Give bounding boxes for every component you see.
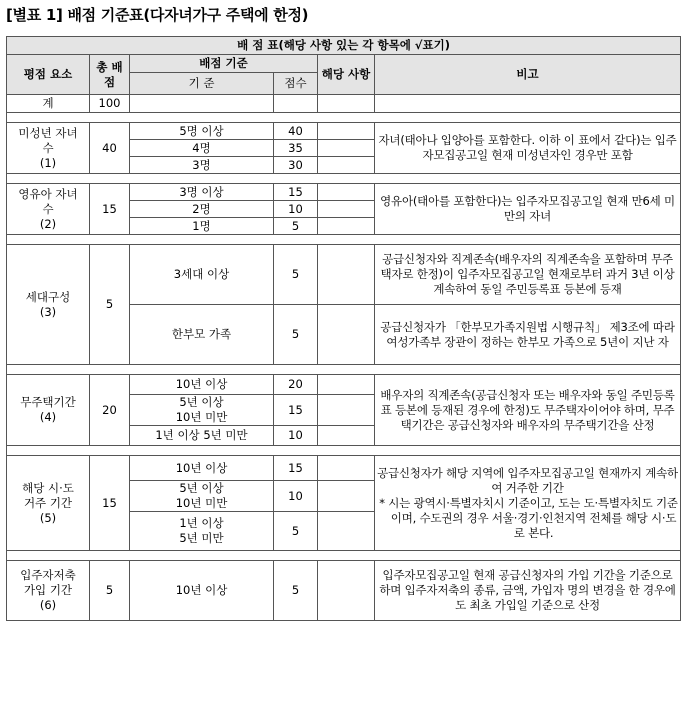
applicable-checkbox[interactable] [318,561,375,621]
score-table [6,36,681,621]
criteria-score: 15 [274,184,318,201]
gap-cell [7,365,681,375]
criteria-score: 5 [274,561,318,621]
element-name-line: 해당 시·도 [22,480,74,495]
applicable-checkbox[interactable] [318,140,375,157]
total-score: 5 [90,245,130,365]
applicable-checkbox[interactable] [318,184,375,201]
header-criteria: 배점 기준 [130,55,318,73]
criteria-standard: 4명 [130,140,274,157]
element-name [7,123,90,174]
header-total: 총 배점 [90,55,130,95]
criteria-line: 5년 이상 [179,395,224,409]
criteria-line: 10년 미만 [175,496,228,510]
document-title: [별표 1] 배점 기준표(다자녀가구 주택에 한정) [6,6,309,24]
applicable-checkbox[interactable] [318,305,375,365]
gap-cell [7,235,681,245]
element-name-line: (3) [39,304,57,319]
total-score [274,95,318,113]
criteria-standard: 3명 이상 [130,184,274,201]
remark [375,184,681,235]
table-row [7,245,681,305]
element-name-line: 세대구성 [25,289,71,304]
criteria-score: 10 [274,426,318,446]
applicable-checkbox[interactable] [318,157,375,174]
header-standard: 기 준 [130,73,274,95]
remark-text: 입주자모집공고일 현재 공급신청자의 가입 기간을 기준으로 하며 입주자저축의 종류, 금액, 가입자 명의 변경을 한 경우에도 최초 가입일 기준으로 산정 [379,568,676,612]
criteria-standard [130,512,274,551]
remark-text: 배우자의 직계존속(공급신청자 또는 배우자와 동일 주민등록표 등본에 등재된 경우에 한정)도 무주택자이어야 하며, 무주택기간은 공급신청자와 배우자의 무주택기간을 산정 [380,387,675,432]
criteria-score: 35 [274,140,318,157]
element-name-line: 영유아 자녀 [18,186,78,201]
criteria-score: 10 [274,481,318,512]
total-applicable [318,95,375,113]
element-name-line: 수 [42,201,54,216]
gap-cell [7,446,681,456]
applicable-checkbox[interactable] [318,123,375,140]
element-name-line: 거주 기간 [23,495,73,510]
table-row [7,456,681,481]
criteria-standard: 1명 [130,218,274,235]
element-name-line: (1) [39,155,57,170]
applicable-checkbox[interactable] [318,426,375,446]
section-gap [7,446,681,456]
criteria-line: 5년 이상 [179,481,224,495]
element-name-line: (5) [39,510,57,525]
element-name-line: (6) [39,598,57,612]
table-row [7,561,681,621]
applicable-checkbox[interactable] [318,218,375,235]
criteria-standard: 5명 이상 [130,123,274,140]
remark-text: 영유아(태아를 포함한다)는 입주자모집공고일 현재 만6세 미만의 자녀 [380,194,675,223]
criteria-standard [130,395,274,426]
criteria-score: 30 [274,157,318,174]
element-name [7,184,90,235]
element-name-line: 가입 기간 [23,583,73,597]
element-name [7,561,90,621]
gap-cell [7,551,681,561]
applicable-checkbox[interactable] [318,481,375,512]
total-standard [130,95,274,113]
sections-body [7,113,681,621]
gap-cell [7,174,681,184]
element-name-line: (4) [39,410,57,424]
gap-cell [7,113,681,123]
section-gap [7,551,681,561]
criteria-line: 5년 미만 [179,531,224,545]
applicable-checkbox[interactable] [318,201,375,218]
remark-text: 자녀(태아나 입양아를 포함한다. 이하 이 표에서 같다)는 입주자모집공고일 현재 미성년자인 경우만 포함 [378,133,677,162]
criteria-standard: 2명 [130,201,274,218]
element-name-line: 미성년 자녀 [18,125,78,140]
header-score: 점수 [274,73,318,95]
remark: 공급신청자가 「한부모가족지원법 시행규칙」 제3조에 따라 여성가족부 장관이 정하는 한부모 가족으로 5년이 지난 자 [375,305,681,365]
remark-footnote: * 시는 광역시·특별자치시 기준이고, 도는 도·특별자치도 기준이며, 수도권의 경우 서울·경기·인천지역 전체를 해당 시·도로 본다. [379,495,678,540]
criteria-standard: 3세대 이상 [130,245,274,305]
criteria-score: 5 [274,245,318,305]
criteria-standard [130,481,274,512]
section-gap [7,235,681,245]
applicable-checkbox[interactable] [318,245,375,305]
header-element: 평점 요소 [7,55,90,95]
header-remark: 비고 [375,55,681,95]
header-applicable: 해당 사항 [318,55,375,95]
applicable-checkbox[interactable] [318,456,375,481]
criteria-score: 20 [274,375,318,395]
criteria-line: 10년 미만 [175,410,228,424]
criteria-score: 10 [274,201,318,218]
section-gap [7,174,681,184]
table-row [7,375,681,395]
total-score: 40 [90,123,130,174]
remark [375,123,681,174]
element-name-line: 무주택기간 [20,395,76,409]
criteria-score: 15 [274,456,318,481]
element-name-line: (2) [39,216,57,231]
criteria-standard: 10년 이상 [130,375,274,395]
element-name [7,456,90,551]
header-top: 배 점 표(해당 사항 있는 각 항목에 √표기) [7,37,681,55]
total-label: 계 [7,95,90,113]
criteria-standard: 1년 이상 5년 미만 [130,426,274,446]
applicable-checkbox[interactable] [318,512,375,551]
criteria-score: 5 [274,305,318,365]
remark [375,456,681,551]
applicable-checkbox[interactable] [318,375,375,395]
criteria-standard: 10년 이상 [130,456,274,481]
criteria-standard: 10년 이상 [130,561,274,621]
remark: 공급신청자와 직계존속(배우자의 직계존속을 포함하며 무주택자로 한정)이 입주자모집공고일 현재로부터 과거 3년 이상 계속하여 동일 주민등록표 등본에 등재 [375,245,681,305]
section-gap [7,113,681,123]
criteria-standard: 한부모 가족 [130,305,274,365]
remark [375,375,681,446]
total-remark [375,95,681,113]
element-name-line: 입주자저축 [20,568,76,582]
criteria-score: 15 [274,395,318,426]
remark-text: 공급신청자가 해당 지역에 입주자모집공고일 현재까지 계속하여 거주한 기간 [377,465,678,495]
applicable-checkbox[interactable] [318,395,375,426]
total-score: 20 [90,375,130,446]
criteria-score: 40 [274,123,318,140]
element-name [7,245,90,365]
table-row [7,184,681,201]
criteria-standard: 3명 [130,157,274,174]
element-name-line: 수 [42,140,54,155]
table-row [7,123,681,140]
remark [375,561,681,621]
element-name [7,375,90,446]
section-gap [7,365,681,375]
total-score: 15 [90,184,130,235]
total-value: 100 [90,95,130,113]
criteria-line: 1년 이상 [179,516,224,530]
total-score: 15 [90,456,130,551]
criteria-score: 5 [274,512,318,551]
total-score: 5 [90,561,130,621]
criteria-score: 5 [274,218,318,235]
